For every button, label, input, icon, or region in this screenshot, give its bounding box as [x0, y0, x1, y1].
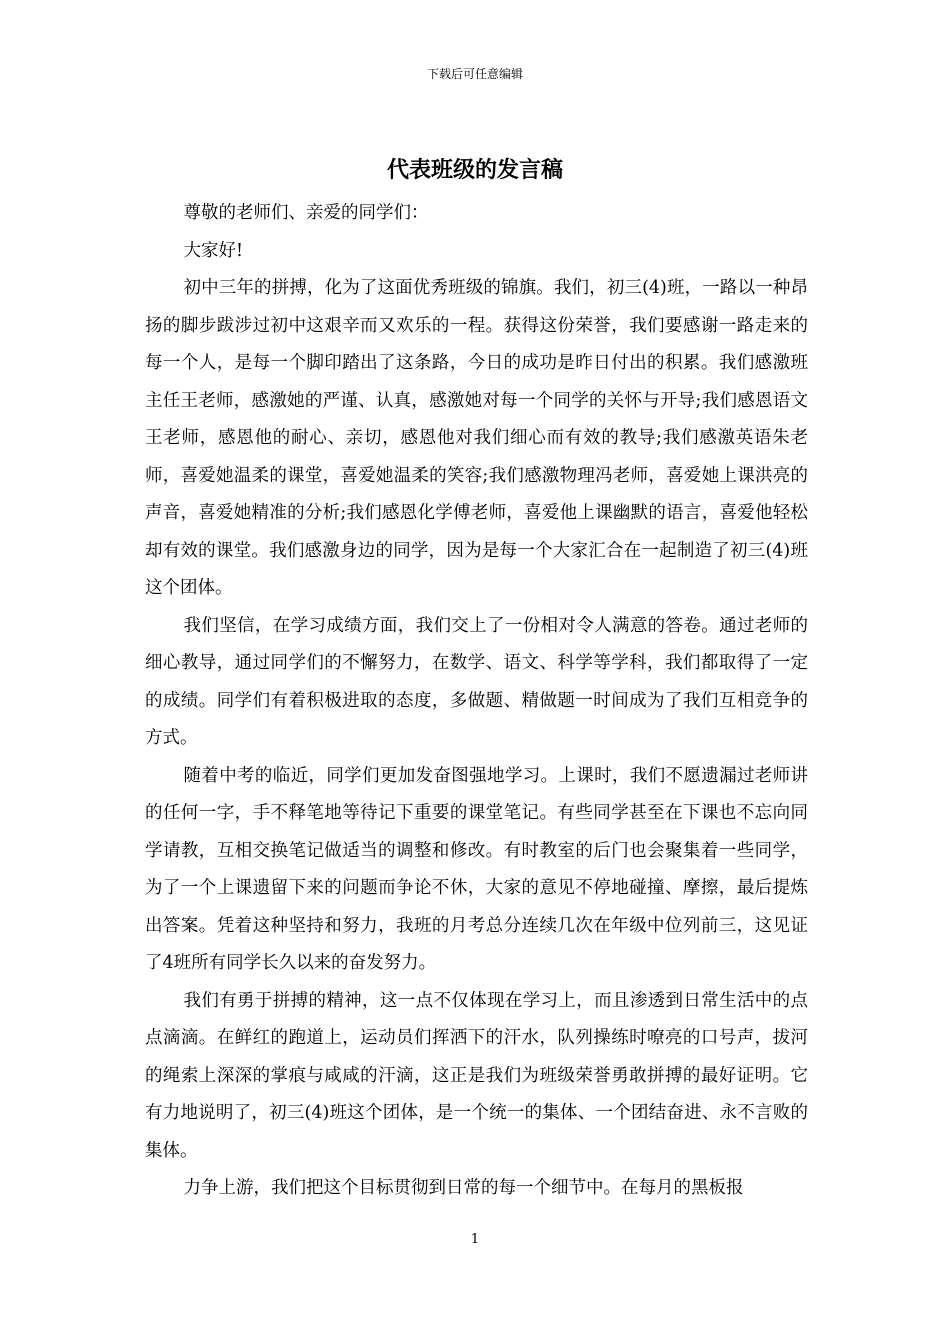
salutation-paragraph: 尊敬的老师们、亲爱的同学们：: [183, 203, 429, 223]
page-header-note: 下载后可任意编辑: [426, 67, 523, 81]
body-paragraph: 我们有勇于拼搏的精神，这一点不仅体现在学习上，而且渗透到日常生活中的点点滴滴。在鲜红的跑道上，运动员们挥洒下的汗水，队列操练时嘹亮的口号声，拔河的绳索上深深的掌痕与咸咸的汗滴，这正是我们为班级荣誉勇敢拼搏的最好证明。它有力地说明了，初三(4)班这个团体，是一个统一的集体、一个团结奋进、永不言败的集体。: [145, 990, 808, 1161]
document-title: 代表班级的发言稿: [386, 157, 563, 183]
document-body: [145, 195, 808, 1208]
body-paragraph: 力争上游，我们把这个目标贯彻到日常的每一个细节中。在每月的黑板报: [183, 1178, 744, 1198]
page-number: 1: [470, 1232, 480, 1247]
body-paragraph: 我们坚信，在学习成绩方面，我们交上了一份相对令人满意的答卷。通过老师的细心教导，通过同学们的不懈努力，在数学、语文、科学等学科，我们都取得了一定的成绩。同学们有着积极进取的态度，多做题、精做题一时间成为了我们互相竞争的方式。: [145, 615, 808, 748]
greeting-paragraph: 大家好!: [183, 240, 244, 261]
body-paragraph: 随着中考的临近，同学们更加发奋图强地学习。上课时，我们不愿遗漏过老师讲的任何一字，手不释笔地等待记下重要的课堂笔记。有些同学甚至在下课也不忘向同学请教，互相交换笔记做适当的调整和修改。有时教室的后门也会聚集着一些同学，为了一个上课遗留下来的问题而争论不休，大家的意见不停地碰撞、摩擦，最后提炼出答案。凭着这种坚持和努力，我班的月考总分连续几次在年级中位列前三，这见证了4班所有同学长久以来的奋发努力。: [145, 765, 808, 973]
body-paragraph: 初中三年的拼搏，化为了这面优秀班级的锦旗。我们，初三(4)班，一路以一种昂扬的脚步跋涉过初中这艰辛而又欢乐的一程。获得这份荣誉，我们要感谢一路走来的每一个人，是每一个脚印踏出了这条路，今日的成功是昨日付出的积累。我们感激班主任王老师，感激她的严谨、认真，感激她对每一个同学的关怀与开导;我们感恩语文王老师，感恩他的耐心、亲切，感恩他对我们细心而有效的教导;我们感激英语朱老师，喜爱她温柔的课堂，喜爱她温柔的笑容;我们感激物理冯老师，喜爱她上课洪亮的声音，喜爱她精准的分析;我们感恩化学傅老师，喜爱他上课幽默的语言，喜爱他轻松却有效的课堂。我们感激身边的同学，因为是每一个大家汇合在一起制造了初三(4)班这个团体。: [145, 278, 808, 598]
